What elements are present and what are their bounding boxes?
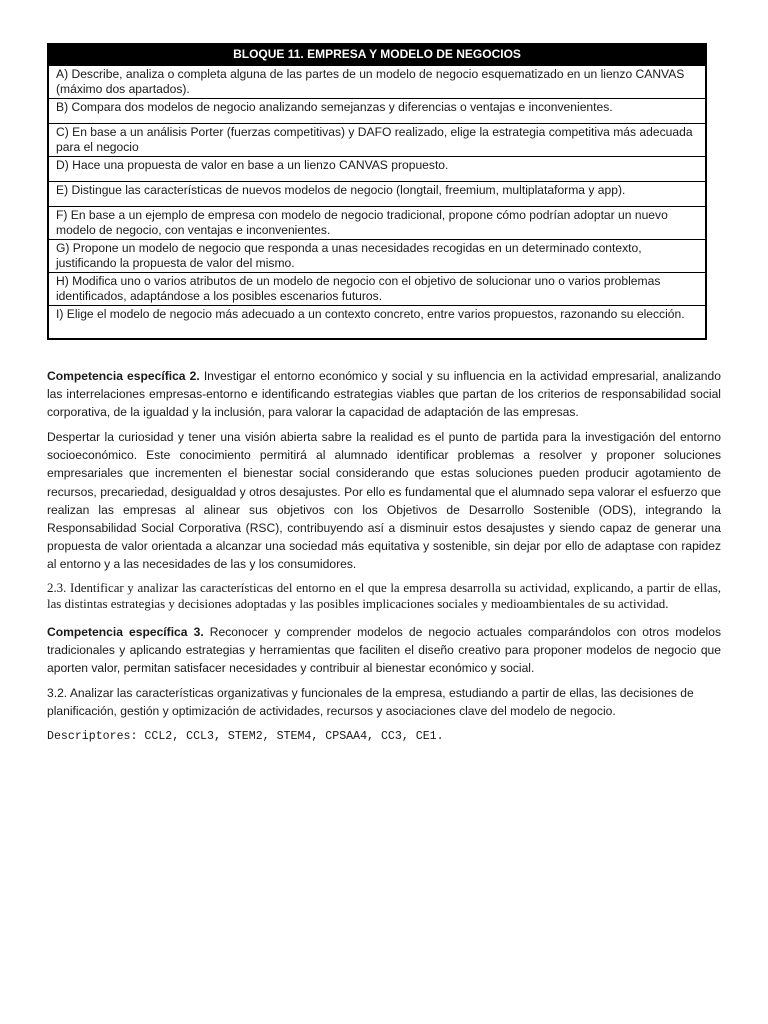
competencia-2-lead: Competencia específica 2. [47, 369, 200, 383]
table-row: G) Propone un modelo de negocio que responda a unas necesidades recogidas en un determinado contexto, justificando la propuesta de valor del mismo. [48, 240, 706, 273]
table-row: D) Hace una propuesta de valor en base a un lienzo CANVAS propuesto. [48, 157, 706, 182]
competencia-3-paragraph [47, 623, 721, 677]
criterio-3-2: 3.2. Analizar las características organizativas y funcionales de la empresa, estudiando a partir de ellas, las decisiones de planificación, gestión y optimización de actividades, recursos y asociaciones clave del modelo de negocio. [47, 685, 694, 718]
table-header: BLOQUE 11. EMPRESA Y MODELO DE NEGOCIOS [48, 44, 706, 66]
table-row: C) En base a un análisis Porter (fuerzas competitivas) y DAFO realizado, elige la estrategia competitiva más adecuada para el negocio [48, 124, 706, 157]
table-row: B) Compara dos modelos de negocio analizando semejanzas y diferencias o ventajas e inconvenientes. [48, 99, 706, 124]
criterio-2-3: 2.3. Identificar y analizar las características del entorno en el que la empresa desarrolla su actividad, explicando, a partir de ellas, las distintas estrategias y decisiones adoptadas y las posibles implicaciones sociales y medioambientales de su actividad. [47, 581, 721, 612]
competencia-3-text: Reconocer y comprender modelos de negocio actuales comparándolos con otros modelos tradicionales y aplicando estrategias y herramientas que faciliten el diseño creativo para proponer modelos de negocio que aporten valor, permitan satisfacer necesidades y contribuir al bienestar económico y social. [47, 624, 721, 675]
descriptores: Descriptores: CCL2, CCL3, STEM2, STEM4, CPSAA4, CC3, CE1. [47, 730, 444, 744]
document-page [47, 43, 721, 753]
competencia-2-paragraph [47, 367, 721, 421]
table-row: F) En base a un ejemplo de empresa con modelo de negocio tradicional, propone cómo podrían adoptar un nuevo modelo de negocio, con ventajas e inconvenientes. [48, 207, 706, 240]
criteria-table [47, 43, 707, 340]
competencia-2-text: Investigar el entorno económico y social y su influencia en la actividad empresarial, analizando las interrelaciones empresas-entorno e identificando estrategias viables que partan de los criterios de responsabilidad social corporativa, de la igualdad y la inclusión, para valorar la capacidad de adaptación de las empresas. [47, 369, 721, 420]
competencia-3-lead: Competencia específica 3. [47, 624, 204, 639]
table-row: H) Modifica uno o varios atributos de un modelo de negocio con el objetivo de solucionar uno o varios problemas identificados, adaptándose a los posibles escenarios futuros. [48, 273, 706, 306]
table-row: E) Distingue las características de nuevos modelos de negocio (longtail, freemium, multiplataforma y app). [48, 182, 706, 207]
curiosidad-paragraph: Despertar la curiosidad y tener una visión abierta sabre la realidad es el punto de partida para la investigación del entorno socioeconómico. Este conocimiento permitirá al alumnado identificar problemas a resolver y proponer soluciones empresariales que incrementen el bienestar social considerando que estas soluciones pueden producir agotamiento de recursos, precariedad, desigualdad y otros desajustes. Por ello es fundamental que el alumnado sepa valorar el esfuerzo que realizan las empresas al alinear sus objetivos con los Objetivos de Desarrollo Sostenible (ODS), integrando la Responsabilidad Social Corporativa (RSC), contribuyendo así a disminuir estos desajustes y siendo capaz de generar una propuesta de valor orientada a alcanzar una sociedad más equitativa y sostenible, sin dejar por ello de adaptase con rapidez al entorno y a las necesidades de las y los consumidores. [47, 430, 721, 571]
body-text [47, 367, 721, 746]
table-row: I) Elige el modelo de negocio más adecuado a un contexto concreto, entre varios propuestos, razonando su elección. [48, 306, 706, 340]
table-row: A) Describe, analiza o completa alguna de las partes de un modelo de negocio esquematizado en un lienzo CANVAS (máximo dos apartados). [48, 66, 706, 99]
